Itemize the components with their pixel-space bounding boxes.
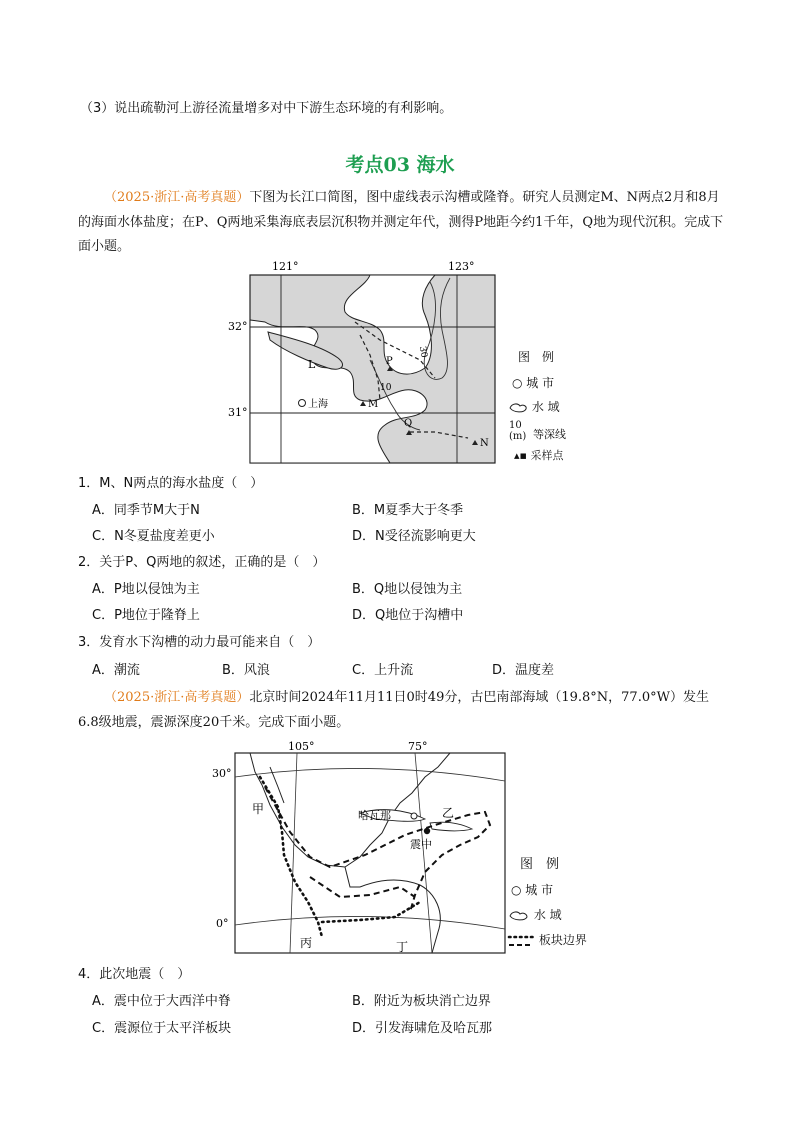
- q1-stem: 1．M、N两点的海水盐度（ ）: [78, 476, 264, 491]
- map2-plate-ding: 丁: [396, 940, 409, 954]
- map2-legend-city-label: 城 市: [525, 883, 554, 897]
- map1-city-icon: [299, 400, 306, 407]
- q2-option-c[interactable]: C．P地位于隆脊上: [92, 608, 200, 623]
- map2-city-icon: [411, 813, 417, 819]
- q1-option-d[interactable]: D．N受径流影响更大: [352, 529, 476, 544]
- map1-label-m: M: [368, 399, 379, 410]
- q2-option-a[interactable]: A．P地以侵蚀为主: [92, 582, 200, 597]
- map1-isobath-10: 10: [380, 383, 392, 393]
- map2-legend-boundary: [507, 931, 587, 949]
- q1-option-c[interactable]: C．N冬夏盐度差更小: [92, 529, 215, 544]
- map1-label-p: P: [386, 356, 393, 367]
- map2-legend-city: ○ 城 市: [511, 883, 554, 897]
- map2-lat-0: 0°: [216, 917, 229, 930]
- map2-lon-75: 75°: [408, 740, 428, 753]
- block1-source: （2025·浙江·高考真题）: [104, 190, 250, 205]
- map2-plate-bing: 丙: [300, 936, 313, 950]
- map1-lat-32: 32°: [228, 320, 248, 333]
- map1-label-l: L: [308, 358, 316, 371]
- q3-stem: 3．发育水下沟槽的动力最可能来自（ ）: [78, 635, 321, 650]
- map1-legend-sample-label: 采样点: [530, 449, 564, 462]
- block1-text: 下图为长江口简图，图中虚线表示沟槽或隆脊。研究人员测定M、N两点2月和8月的海面水体盐度；在P、Q两地采集海底表层沉积物并测定年代，测得P地距今约1千年，Q地为现代沉积。完成下面小题。: [78, 190, 724, 254]
- map1-legend-isobath-label: 等深线: [533, 428, 566, 441]
- block2-intro: [78, 686, 728, 735]
- q3-option-b[interactable]: B．风浪: [222, 663, 270, 678]
- map1-isobath-30: 30: [416, 345, 429, 359]
- map1-legend-water-label: 水 域: [531, 400, 560, 414]
- map1-city: 上海: [308, 399, 328, 410]
- map1-label-q: Q: [404, 418, 413, 429]
- q4-option-c[interactable]: C．震源位于太平洋板块: [92, 1021, 232, 1036]
- map1-legend-isobath-value: 10: [509, 420, 522, 431]
- q4-option-d[interactable]: D．引发海啸危及哈瓦那: [352, 1021, 493, 1036]
- water-icon: [508, 402, 528, 414]
- q2-option-b[interactable]: B．Q地以侵蚀为主: [352, 582, 463, 597]
- section-title: 考点03 海水: [345, 154, 455, 176]
- q2-stem: 2．关于P、Q两地的叙述，正确的是（ ）: [78, 555, 326, 570]
- block2-source: （2025·浙江·高考真题）: [104, 690, 250, 705]
- boundary-line-icon: [507, 933, 535, 949]
- map1-lon-123: 123°: [448, 260, 475, 273]
- map2-epicenter-icon: [424, 828, 430, 834]
- q4-option-a[interactable]: A．震中位于大西洋中脊: [92, 994, 231, 1009]
- q4-option-b[interactable]: B．附近为板块消亡边界: [352, 994, 491, 1009]
- q4-stem: 4．此次地震（ ）: [78, 967, 191, 982]
- q3-option-c[interactable]: C．上升流: [352, 663, 414, 678]
- map2-plate-yi: 乙: [442, 806, 455, 820]
- yangtze-estuary-map: [220, 260, 510, 465]
- q1-option-a[interactable]: A．同季节M大于N: [92, 503, 200, 518]
- map1-legend-title: 图 例: [518, 350, 555, 364]
- map2-legend-title: 图 例: [520, 857, 560, 872]
- map2-legend-water-label: 水 域: [533, 908, 562, 922]
- q3-option-d[interactable]: D．温度差: [492, 663, 555, 678]
- q1-option-b[interactable]: B．M夏季大于冬季: [352, 503, 464, 518]
- map1-label-n: N: [480, 438, 489, 449]
- q2-option-d[interactable]: D．Q地位于沟槽中: [352, 608, 464, 623]
- block1-intro: [78, 186, 728, 260]
- map1-legend-city-label: 城 市: [526, 376, 555, 390]
- map1-legend-isobath: [509, 420, 526, 442]
- block2-text: 北京时间2024年11月11日0时49分，古巴南部海域（19.8°N，77.0°W）发生6.8级地震，震源深度20千米。完成下面小题。: [78, 690, 709, 730]
- map1-legend-sample: ▴▪ 采样点: [514, 449, 564, 462]
- map2-legend-boundary-label: 板块边界: [538, 933, 587, 947]
- prev-question: （3）说出疏勒河上游径流量增多对中下游生态环境的有利影响。: [80, 101, 453, 116]
- map1-legend-isobath-unit: (m): [509, 431, 527, 442]
- caribbean-plate-map: [210, 737, 510, 959]
- map2-lat-30: 30°: [212, 767, 232, 780]
- map1-legend-water: [508, 398, 560, 415]
- map2-legend-water: [508, 906, 562, 923]
- q3-option-a[interactable]: A．潮流: [92, 663, 140, 678]
- map2-plate-jia: 甲: [252, 802, 265, 816]
- map2-city: 哈瓦那: [358, 809, 391, 822]
- water-icon: [508, 910, 530, 922]
- map1-lon-121: 121°: [272, 260, 299, 273]
- map2-lon-105: 105°: [288, 740, 315, 753]
- map1-lat-31: 31°: [228, 406, 248, 419]
- map2-epicenter: 震中: [410, 838, 432, 851]
- map1-legend-city: ○ 城 市: [512, 376, 555, 390]
